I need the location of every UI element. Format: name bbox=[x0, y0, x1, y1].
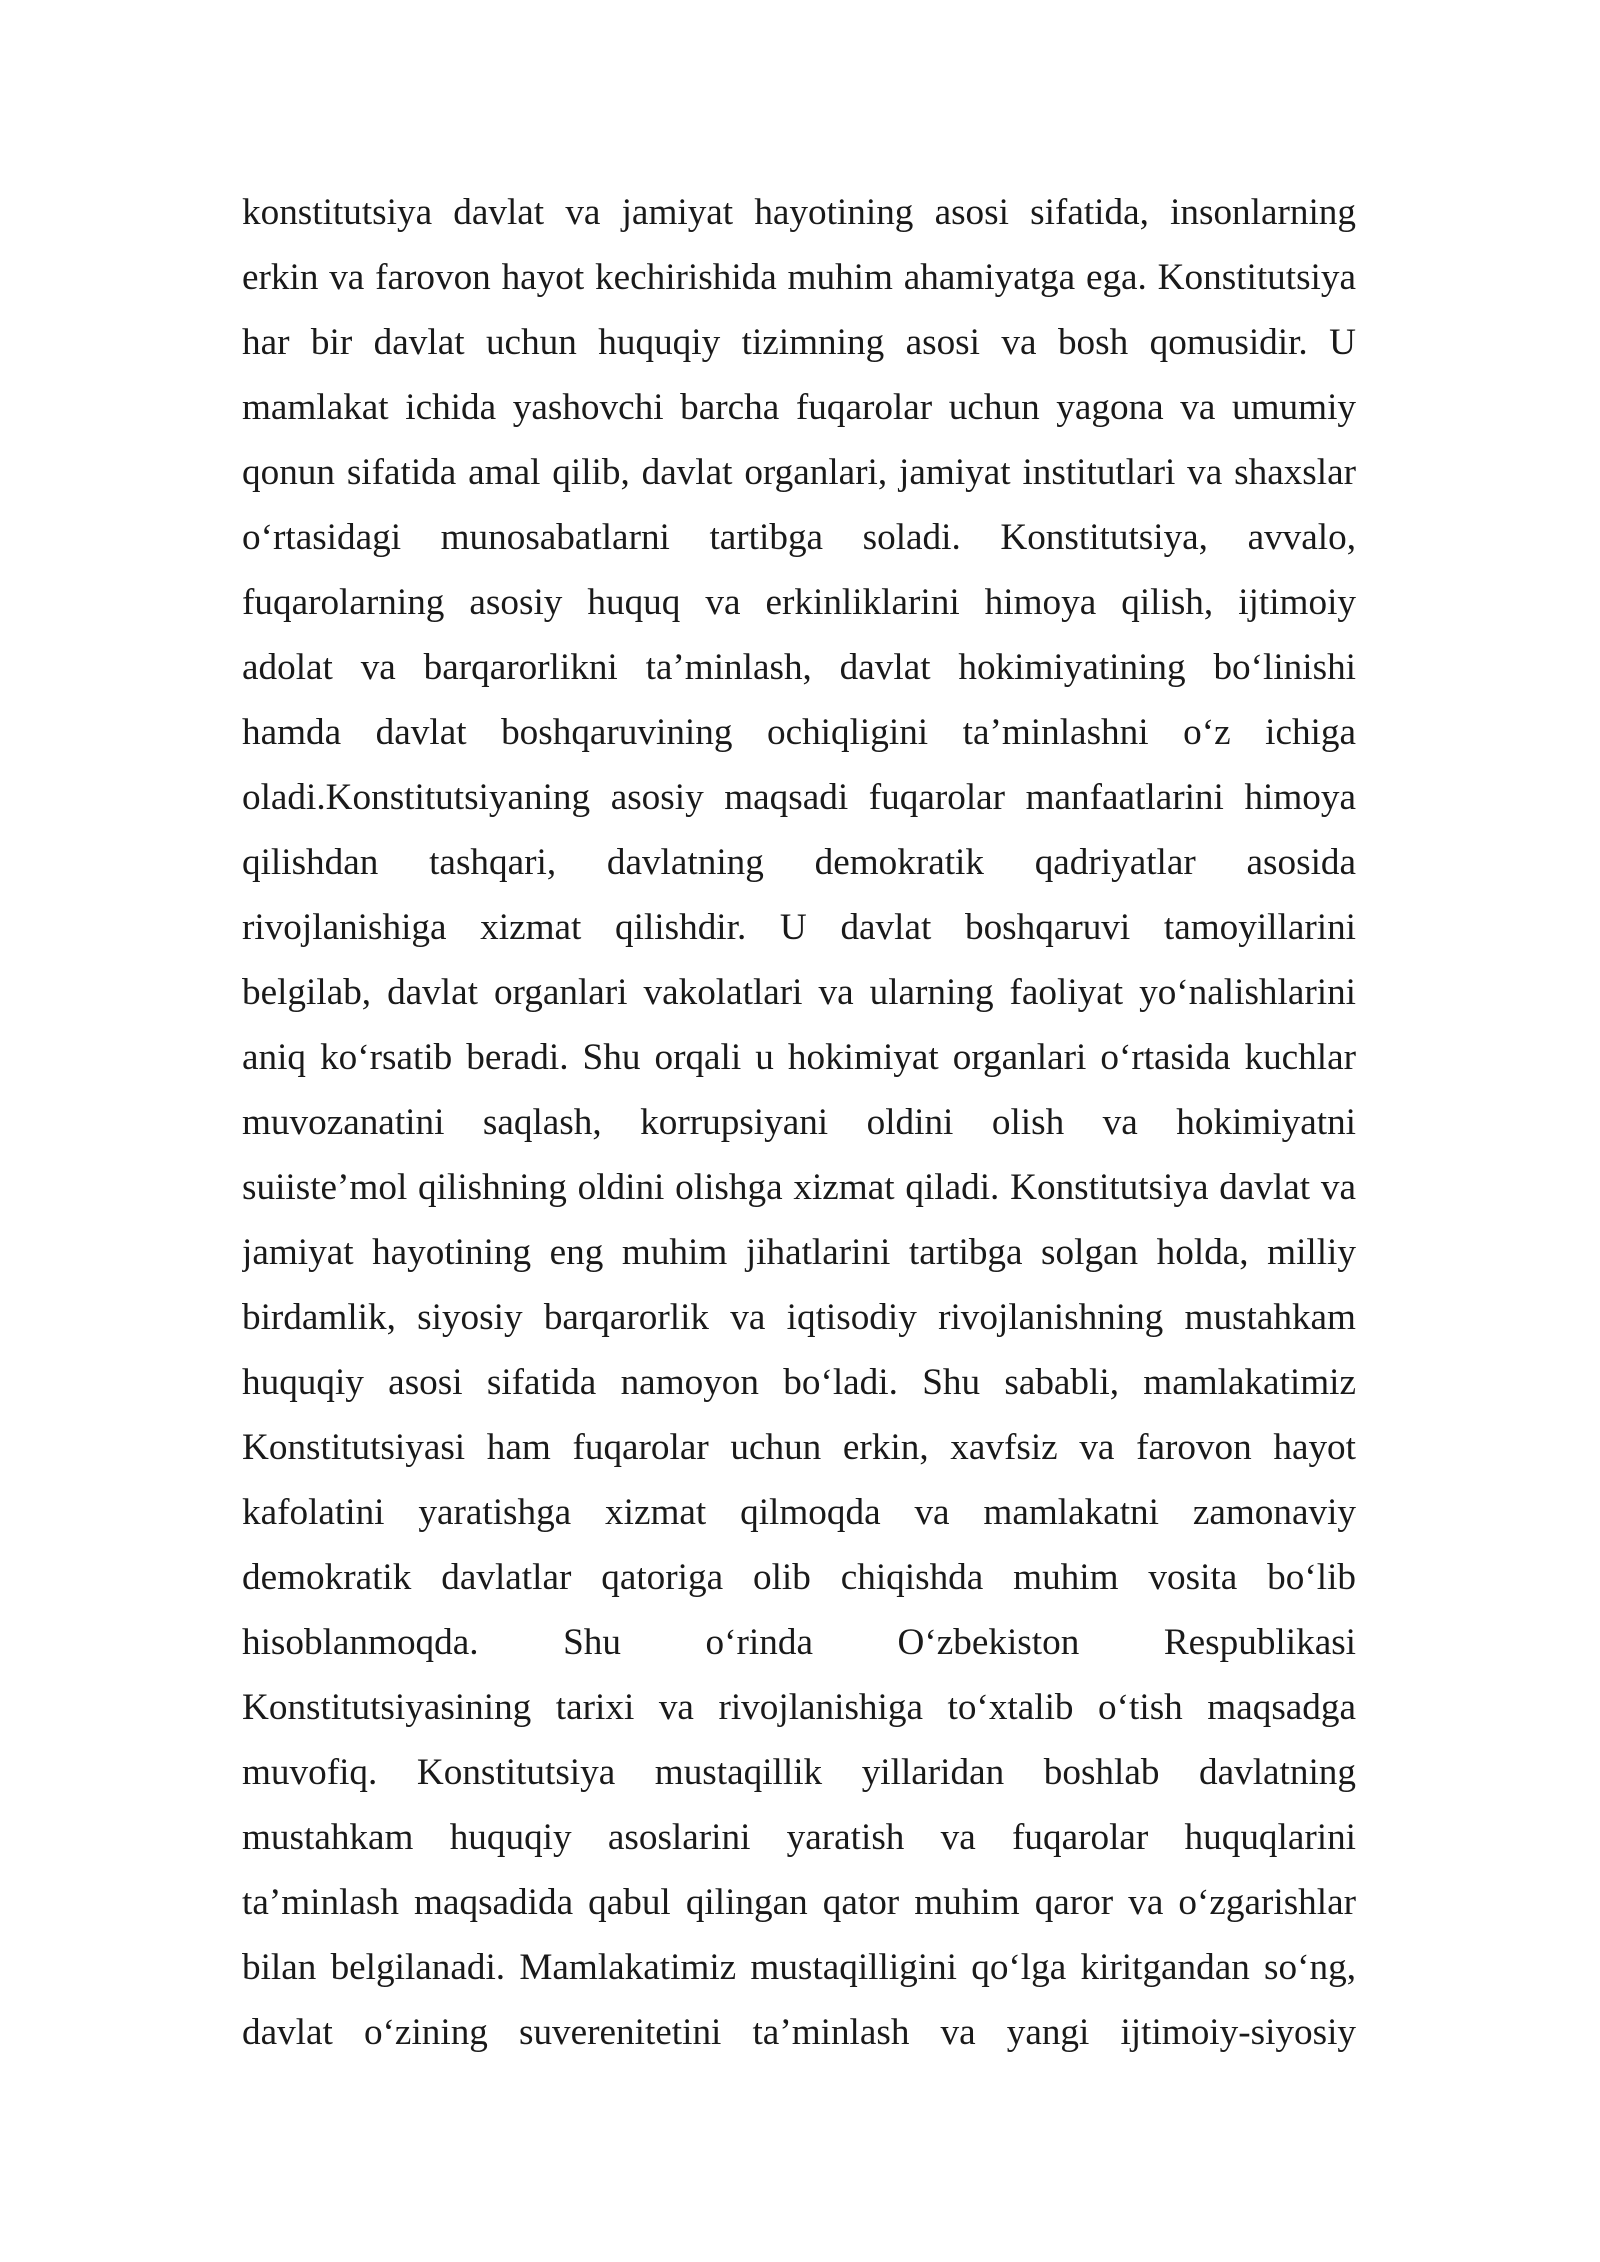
text-line: qilishdan tashqari, davlatning demokratik qadriyatlar asosida bbox=[242, 842, 1356, 883]
text-line: Konstitutsiyasi ham fuqarolar uchun erkin, xavfsiz va farovon hayot bbox=[242, 1427, 1356, 1468]
text-line: huquqiy asosi sifatida namoyon bo‘ladi. Shu sababli, mamlakatimiz bbox=[242, 1362, 1356, 1403]
text-line: birdamlik, siyosiy barqarorlik va iqtisodiy rivojlanishning mustahkam bbox=[242, 1297, 1356, 1338]
text-line: har bir davlat uchun huquqiy tizimning asosi va bosh qomusidir. U bbox=[242, 322, 1356, 363]
text-line: jamiyat hayotining eng muhim jihatlarini tartibga solgan holda, milliy bbox=[242, 1232, 1356, 1273]
text-line: erkin va farovon hayot kechirishida muhim ahamiyatga ega. Konstitutsiya bbox=[242, 257, 1356, 298]
text-line: oladi.Konstitutsiyaning asosiy maqsadi fuqarolar manfaatlarini himoya bbox=[242, 777, 1356, 818]
text-line: Konstitutsiyasining tarixi va rivojlanishiga to‘xtalib o‘tish maqsadga bbox=[242, 1687, 1356, 1728]
text-line: muvozanatini saqlash, korrupsiyani oldini olish va hokimiyatni bbox=[242, 1102, 1356, 1143]
text-line: muvofiq. Konstitutsiya mustaqillik yillaridan boshlab davlatning bbox=[242, 1752, 1356, 1793]
text-line: mustahkam huquqiy asoslarini yaratish va fuqarolar huquqlarini bbox=[242, 1817, 1356, 1858]
text-line: adolat va barqarorlikni ta’minlash, davlat hokimiyatining bo‘linishi bbox=[242, 647, 1356, 688]
text-line: konstitutsiya davlat va jamiyat hayotining asosi sifatida, insonlarning bbox=[242, 192, 1356, 233]
text-line: suiiste’mol qilishning oldini olishga xizmat qiladi. Konstitutsiya davlat va bbox=[242, 1167, 1356, 1208]
text-line: fuqarolarning asosiy huquq va erkinliklarini himoya qilish, ijtimoiy bbox=[242, 582, 1356, 623]
body-paragraph bbox=[242, 180, 1356, 2065]
text-line: hamda davlat boshqaruvining ochiqligini ta’minlashni o‘z ichiga bbox=[242, 712, 1356, 753]
text-line: bilan belgilanadi. Mamlakatimiz mustaqilligini qo‘lga kiritgandan so‘ng, bbox=[242, 1947, 1356, 1988]
text-line: kafolatini yaratishga xizmat qilmoqda va mamlakatni zamonaviy bbox=[242, 1492, 1356, 1533]
text-line: belgilab, davlat organlari vakolatlari va ularning faoliyat yo‘nalishlarini bbox=[242, 972, 1356, 1013]
text-line: demokratik davlatlar qatoriga olib chiqishda muhim vosita bo‘lib bbox=[242, 1557, 1356, 1598]
text-line: o‘rtasidagi munosabatlarni tartibga soladi. Konstitutsiya, avvalo, bbox=[242, 517, 1356, 558]
text-line: qonun sifatida amal qilib, davlat organlari, jamiyat institutlari va shaxslar bbox=[242, 452, 1356, 493]
text-line: davlat o‘zining suverenitetini ta’minlash va yangi ijtimoiy-siyosiy bbox=[242, 2012, 1356, 2053]
text-line: ta’minlash maqsadida qabul qilingan qator muhim qaror va o‘zgarishlar bbox=[242, 1882, 1356, 1923]
text-line: hisoblanmoqda. Shu o‘rinda O‘zbekiston Respublikasi bbox=[242, 1622, 1356, 1663]
text-line: rivojlanishiga xizmat qilishdir. U davlat boshqaruvi tamoyillarini bbox=[242, 907, 1356, 948]
text-line: mamlakat ichida yashovchi barcha fuqarolar uchun yagona va umumiy bbox=[242, 387, 1356, 428]
text-line: aniq ko‘rsatib beradi. Shu orqali u hokimiyat organlari o‘rtasida kuchlar bbox=[242, 1037, 1356, 1078]
